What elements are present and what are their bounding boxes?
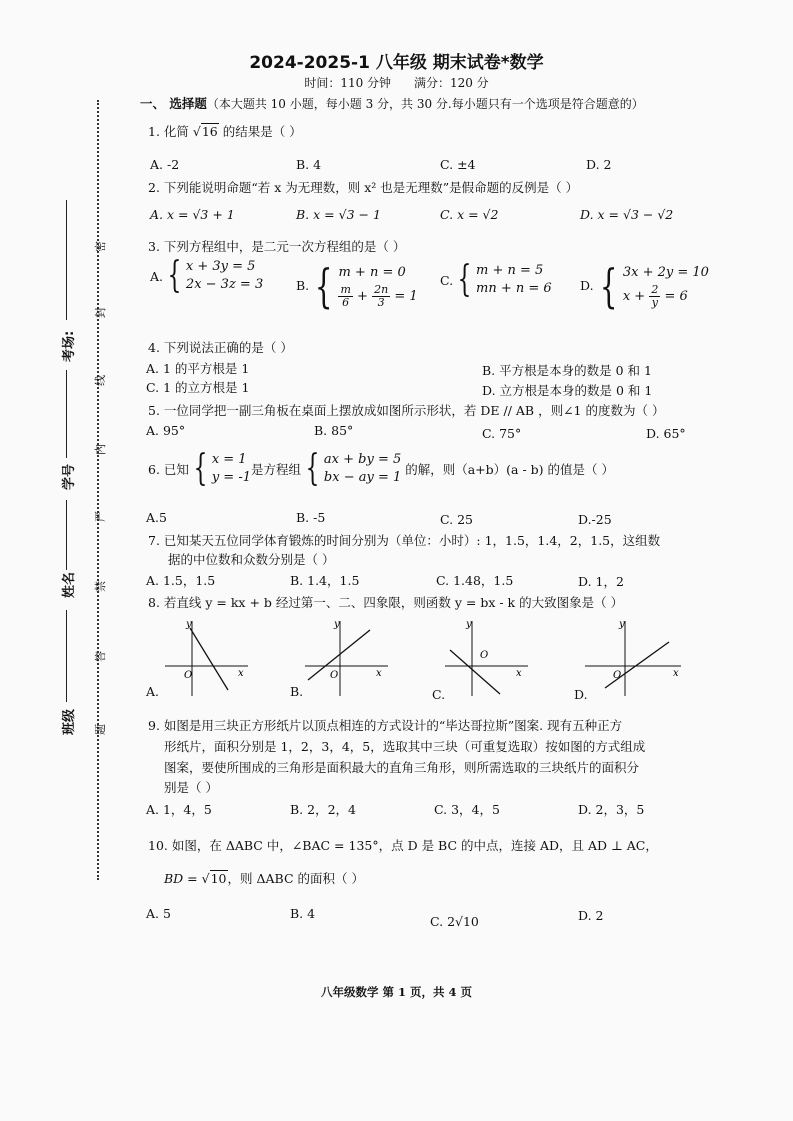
- q3-d-frac-den: y: [651, 296, 658, 309]
- q8-option-c: C.: [432, 687, 446, 702]
- q8-a-y-label: y: [186, 619, 192, 630]
- q5-option-c: C. 75°: [482, 426, 522, 441]
- q2-option-d: D. x = √3 − √2: [580, 207, 674, 222]
- q6-sol-x: x = 1: [211, 452, 247, 467]
- q3-b-label: B.: [296, 278, 310, 293]
- question-5: 5. 一位同学把一副三角板在桌面上摆放成如图所示形状，若 DE // AB ，则∠1 的度数为（ ）: [148, 403, 665, 418]
- q7-option-c: C. 1.48，1.5: [436, 573, 514, 588]
- question-3: 3. 下列方程组中，是二元一次方程组的是（ ）: [148, 239, 406, 254]
- score-label: 满分：120 分: [413, 76, 489, 90]
- q5-option-a: A. 95°: [146, 423, 186, 438]
- q8-graph-a: [160, 618, 250, 698]
- q8-c-x-label: x: [516, 668, 522, 679]
- question-6: 6. 已知 { x = 1 y = -1 是方程组 { ax + by = 5 bx − ay = 1 的解，则（a+b）(a - b) 的值是（ ）: [148, 448, 614, 489]
- name-field-line: [66, 500, 67, 570]
- q10-option-d: D. 2: [578, 908, 604, 923]
- q3-c-eq2: mn + n = 6: [476, 281, 552, 296]
- q2-option-b: B. x = √3 − 1: [296, 207, 381, 222]
- q2-option-a: A. x = √3 + 1: [150, 207, 235, 222]
- q3-b-eq2: [338, 284, 417, 309]
- seal-char: 封: [94, 307, 107, 318]
- q8-a-origin: O: [184, 670, 193, 681]
- q3-option-a: A. { x + 3y = 5 2x − 3z = 3: [150, 255, 264, 296]
- q4-option-c: C. 1 的立方根是 1: [146, 380, 250, 395]
- q6-eq1: ax + by = 5: [323, 452, 402, 467]
- q5-option-d: D. 65°: [646, 426, 686, 441]
- q1-option-d: D. 2: [586, 157, 612, 172]
- q3-option-d: D. { 3x + 2y = 10 x + $\frac{2}{y}$ = 6: [580, 258, 709, 313]
- question-8: 8. 若直线 y = kx + b 经过第一、二、四象限，则函数 y = bx - k 的大致图象是（ ）: [148, 595, 624, 610]
- q10-option-b: B. 4: [290, 906, 316, 921]
- q7-option-d: D. 1，2: [578, 574, 624, 589]
- q10-radicand: 10: [210, 871, 227, 886]
- q8-graph-c: [440, 618, 530, 698]
- q2-option-c: C. x = √2: [440, 207, 499, 222]
- q3-b-frac1-den: 6: [342, 296, 350, 309]
- q3-d-eq: = 6: [664, 289, 688, 304]
- question-9-line4: 别是（ ）: [164, 780, 218, 795]
- q6-option-a: A.5: [146, 510, 167, 525]
- page-footer: 八年级数学 第 1 页，共 4 页: [320, 985, 473, 999]
- question-1: 1. 化简 √16 的结果是（ ）: [148, 124, 302, 139]
- seal-char: 禁: [94, 581, 107, 592]
- q3-a-eq2: 2x − 3z = 3: [185, 277, 264, 292]
- q8-d-origin: O: [613, 670, 622, 681]
- q3-d-eq1: 3x + 2y = 10: [622, 265, 709, 280]
- room-label: 考场:: [62, 330, 77, 362]
- q8-c-y-label: y: [466, 619, 472, 630]
- q6-option-b: B. -5: [296, 510, 326, 525]
- q5-option-b: B. 85°: [314, 423, 354, 438]
- seal-char: 严: [94, 511, 107, 522]
- question-9-line1: 9. 如图是用三块正方形纸片以顶点相连的方式设计的“毕达哥拉斯”图案. 现有五种正方: [148, 718, 623, 733]
- q1-stem: 1. 化简: [148, 124, 189, 139]
- q8-graph-d: [585, 618, 685, 698]
- question-7-line1: 7. 已知某天五位同学体育锻炼的时间分别为（单位：小时）: 1，1.5，1.4，2，1.5，这组数: [148, 533, 661, 548]
- q3-option-b: B. { m + n = 0 $\frac{m}{6}$ + $\frac{2n}{3}$ = 1: [296, 258, 418, 313]
- q6-eq2: bx − ay = 1: [323, 470, 402, 485]
- q3-d-frac-num: 2: [651, 283, 659, 296]
- q8-d-x-label: x: [673, 668, 679, 679]
- number-field-line: [66, 370, 67, 458]
- q4-option-b: B. 平方根是本身的数是 0 和 1: [482, 363, 652, 378]
- q4-option-d: D. 立方根是本身的数是 0 和 1: [482, 383, 653, 398]
- q3-d-label: D.: [580, 278, 594, 293]
- q4-option-a: A. 1 的平方根是 1: [146, 361, 250, 376]
- seal-char: 题: [94, 724, 107, 735]
- seal-char: 密: [94, 241, 107, 252]
- q1-radicand: 16: [201, 124, 218, 139]
- q3-b-frac2-num: 2n: [374, 283, 389, 296]
- q8-a-x-label: x: [238, 668, 244, 679]
- seal-char: 内: [94, 444, 107, 455]
- q1-stem-end: 的结果是（ ）: [222, 124, 302, 139]
- q6-option-d: D.-25: [578, 512, 612, 527]
- q8-b-x-label: x: [376, 668, 382, 679]
- q10-option-c: C. 2√10: [430, 914, 479, 929]
- q1-option-c: C. ±4: [440, 157, 476, 172]
- seal-char: 答: [94, 651, 107, 662]
- q8-option-a: A.: [146, 684, 160, 699]
- exam-title: 2024-2025-1 八年级 期末试卷*数学: [249, 53, 544, 73]
- q6-option-c: C. 25: [440, 512, 473, 527]
- section-desc: （本大题共 10 小题，每小题 3 分，共 30 分.每小题只有一个选项是符合题意的）: [206, 97, 644, 111]
- question-10-line1: 10. 如图，在 ΔABC 中，∠BAC = 135°，点 D 是 BC 的中点，连接 AD，且 AD ⊥ AC，: [148, 838, 658, 853]
- q3-a-label: A.: [150, 268, 164, 284]
- question-4: 4. 下列说法正确的是（ ）: [148, 340, 293, 355]
- binding-dotted-line: [97, 100, 99, 880]
- q3-d-x: x +: [622, 289, 646, 304]
- q1-option-a: A. -2: [150, 157, 180, 172]
- exam-subtitle: [0, 74, 793, 91]
- q3-option-c: C. { m + n = 5 mn + n = 6: [440, 259, 552, 300]
- q6-sol-y: y = -1: [211, 470, 251, 485]
- question-2: 2. 下列能说明命题“若 x 为无理数，则 x² 也是无理数”是假命题的反例是（ ）: [148, 180, 579, 195]
- q3-c-label: C.: [440, 272, 454, 288]
- q8-b-origin: O: [330, 670, 339, 681]
- q6-mid: 是方程组: [250, 462, 301, 477]
- q3-b-eq1: m + n = 0: [338, 265, 406, 280]
- q3-b-frac2-den: 3: [377, 296, 385, 309]
- q8-option-d: D.: [574, 687, 588, 702]
- class-field-line: [66, 610, 67, 702]
- number-label: 学号: [62, 463, 77, 490]
- time-label: 时间：110 分钟: [304, 76, 392, 90]
- q3-b-plus: +: [357, 289, 368, 304]
- question-9-line2: 形纸片，面积分别是 1，2，3，4，5，选取其中三块（可重复选取）按如图的方式组成: [164, 739, 646, 754]
- q6-lead: 6. 已知: [148, 462, 189, 477]
- section-heading: [140, 94, 644, 112]
- q3-d-eq2: [623, 284, 709, 309]
- q10-stem-end: ，则 ΔABC 的面积（ ）: [227, 871, 364, 886]
- q8-c-origin: O: [480, 650, 489, 661]
- q7-option-b: B. 1.4，1.5: [290, 573, 360, 588]
- q3-b-eq: = 1: [394, 289, 418, 304]
- q8-d-y-label: y: [619, 619, 625, 630]
- q8-graph-b: [300, 618, 390, 698]
- question-9-line3: 图案，要使所围成的三角形是面积最大的直角三角形，则所需选取的三块纸片的面积分: [164, 760, 640, 775]
- q7-option-a: A. 1.5，1.5: [146, 573, 216, 588]
- q9-option-d: D. 2，3，5: [578, 802, 645, 817]
- question-10-line2: BD = √10，则 ΔABC 的面积（ ）: [164, 871, 364, 886]
- q6-tail: 的解，则（a+b）(a - b) 的值是（ ）: [405, 462, 614, 477]
- q9-option-b: B. 2，2，4: [290, 802, 356, 817]
- section-label: 一、 选择题: [140, 96, 207, 111]
- name-label: 姓名: [62, 571, 77, 598]
- q10-bd: BD =: [164, 871, 198, 886]
- room-field-line: [66, 200, 67, 320]
- class-label: 班级: [62, 708, 77, 735]
- q3-c-eq1: m + n = 5: [476, 263, 544, 278]
- q10-option-a: A. 5: [146, 906, 171, 921]
- seal-char: 线: [94, 375, 107, 386]
- question-7-line2: 据的中位数和众数分别是（ ）: [168, 552, 335, 567]
- q8-option-b: B.: [290, 684, 304, 699]
- q9-option-a: A. 1，4，5: [146, 802, 212, 817]
- q9-option-c: C. 3，4，5: [434, 802, 500, 817]
- q1-option-b: B. 4: [296, 157, 322, 172]
- q3-a-eq1: x + 3y = 5: [185, 259, 256, 274]
- q3-b-frac1-num: m: [340, 283, 351, 296]
- q8-b-y-label: y: [334, 619, 340, 630]
